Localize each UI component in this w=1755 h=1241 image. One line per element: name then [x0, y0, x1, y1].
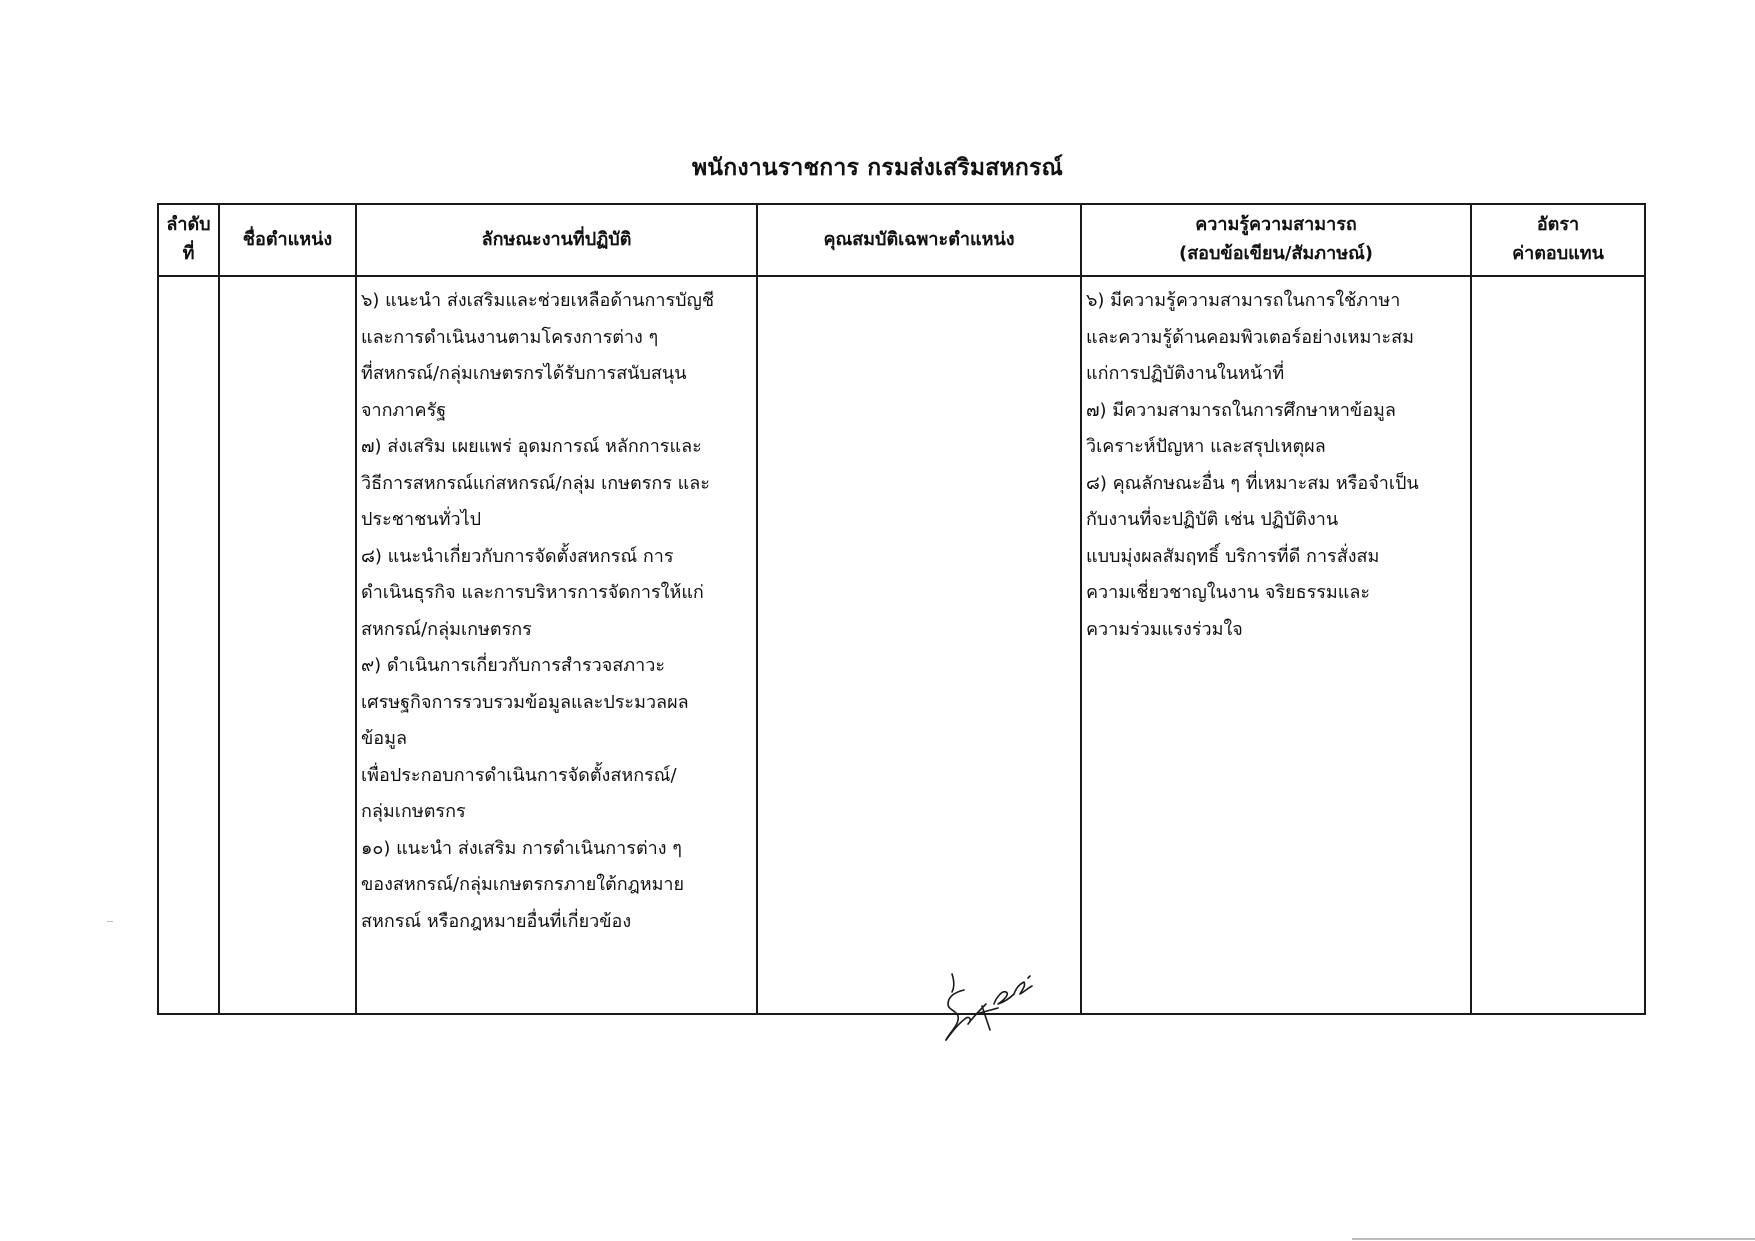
duty-line: ของสหกรณ์/กลุ่มเกษตรกรภายใต้กฎหมาย: [361, 874, 685, 895]
knowledge-line: แบบมุ่งผลสัมฤทธิ์ บริการที่ดี การสั่งสม: [1086, 545, 1380, 567]
duty-line: กลุ่มเกษตรกร: [361, 801, 466, 822]
duty-line: ที่สหกรณ์/กลุ่มเกษตรกรได้รับการสนับสนุน: [361, 363, 687, 384]
knowledge-ability-cell: [1081, 276, 1471, 1014]
page-title: พนักงานราชการ กรมส่งเสริมสหกรณ์: [691, 155, 1064, 181]
handwritten-signature-icon: [938, 970, 1038, 1060]
duty-line: ๖) แนะนำ ส่งเสริมและช่วยเหลือด้านการบัญชี: [361, 290, 715, 311]
duty-line: ๑๐) แนะนำ ส่งเสริม การดำเนินการต่าง ๆ: [361, 837, 682, 859]
duty-line: ดำเนินธุรกิจ และการบริหารการจัดการให้แก่: [361, 582, 704, 603]
header-sequence: ลำดับ ที่: [158, 204, 219, 276]
knowledge-line: ความเชี่ยวชาญในงาน จริยธรรมและ: [1086, 582, 1371, 603]
knowledge-line: กับงานที่จะปฏิบัติ เช่น ปฏิบัติงาน: [1086, 509, 1339, 530]
duty-line: ข้อมูล: [361, 728, 408, 749]
knowledge-line: แก่การปฏิบัติงานในหน้าที่: [1086, 363, 1285, 384]
knowledge-line: และความรู้ด้านคอมพิวเตอร์อย่างเหมาะสม: [1086, 326, 1414, 348]
compensation-cell: [1471, 276, 1645, 1014]
duty-line: เศรษฐกิจการรวบรวมข้อมูลและประมวลผล: [361, 691, 689, 713]
duty-line: สหกรณ์/กลุ่มเกษตรกร: [361, 618, 532, 640]
scan-dash: [107, 921, 113, 922]
knowledge-line: ๗) มีความสามารถในการศึกษาหาข้อมูล: [1086, 399, 1396, 421]
duty-line: เพื่อประกอบการดำเนินการจัดตั้งสหกรณ์/: [361, 764, 677, 786]
knowledge-line: ๖) มีความรู้ความสามารถในการใช้ภาษา: [1086, 290, 1401, 311]
knowledge-line: ความร่วมแรงร่วมใจ: [1086, 618, 1243, 640]
position-table: [157, 203, 1646, 1015]
header-position-name: ชื่อตำแหน่ง: [219, 204, 356, 276]
duty-line: ประชาชนทั่วไป: [361, 509, 482, 530]
scan-edge-line: [1352, 1238, 1755, 1240]
knowledge-line: ๘) คุณลักษณะอื่น ๆ ที่เหมาะสม หรือจำเป็น: [1086, 472, 1419, 494]
duty-line: วิธีการสหกรณ์แก่สหกรณ์/กลุ่ม เกษตรกร และ: [361, 472, 710, 494]
header-compensation-rate: อัตรา ค่าตอบแทน: [1471, 204, 1645, 276]
position-name-cell: [219, 276, 356, 1014]
header-knowledge-ability: ความรู้ความสามารถ (สอบข้อเขียน/สัมภาษณ์): [1081, 204, 1471, 276]
table-header-row: [158, 204, 1645, 276]
duty-line: ๗) ส่งเสริม เผยแพร่ อุดมการณ์ หลักการและ: [361, 436, 702, 457]
table-row: [158, 276, 1645, 1014]
header-job-duties: ลักษณะงานที่ปฏิบัติ: [356, 204, 757, 276]
header-qualifications: คุณสมบัติเฉพาะตำแหน่ง: [757, 204, 1081, 276]
qualifications-cell: [757, 276, 1081, 1014]
duty-line: ๘) แนะนำเกี่ยวกับการจัดตั้งสหกรณ์ การ: [361, 545, 674, 567]
sequence-cell: [158, 276, 219, 1014]
knowledge-line: วิเคราะห์ปัญหา และสรุปเหตุผล: [1086, 436, 1326, 457]
duty-line: สหกรณ์ หรือกฎหมายอื่นที่เกี่ยวข้อง: [361, 910, 632, 932]
duty-line: ๙) ดำเนินการเกี่ยวกับการสำรวจสภาวะ: [361, 655, 666, 676]
duty-line: จากภาครัฐ: [361, 399, 447, 421]
duty-line: และการดำเนินงานตามโครงการต่าง ๆ: [361, 326, 659, 348]
job-duties-cell: [356, 276, 757, 1014]
